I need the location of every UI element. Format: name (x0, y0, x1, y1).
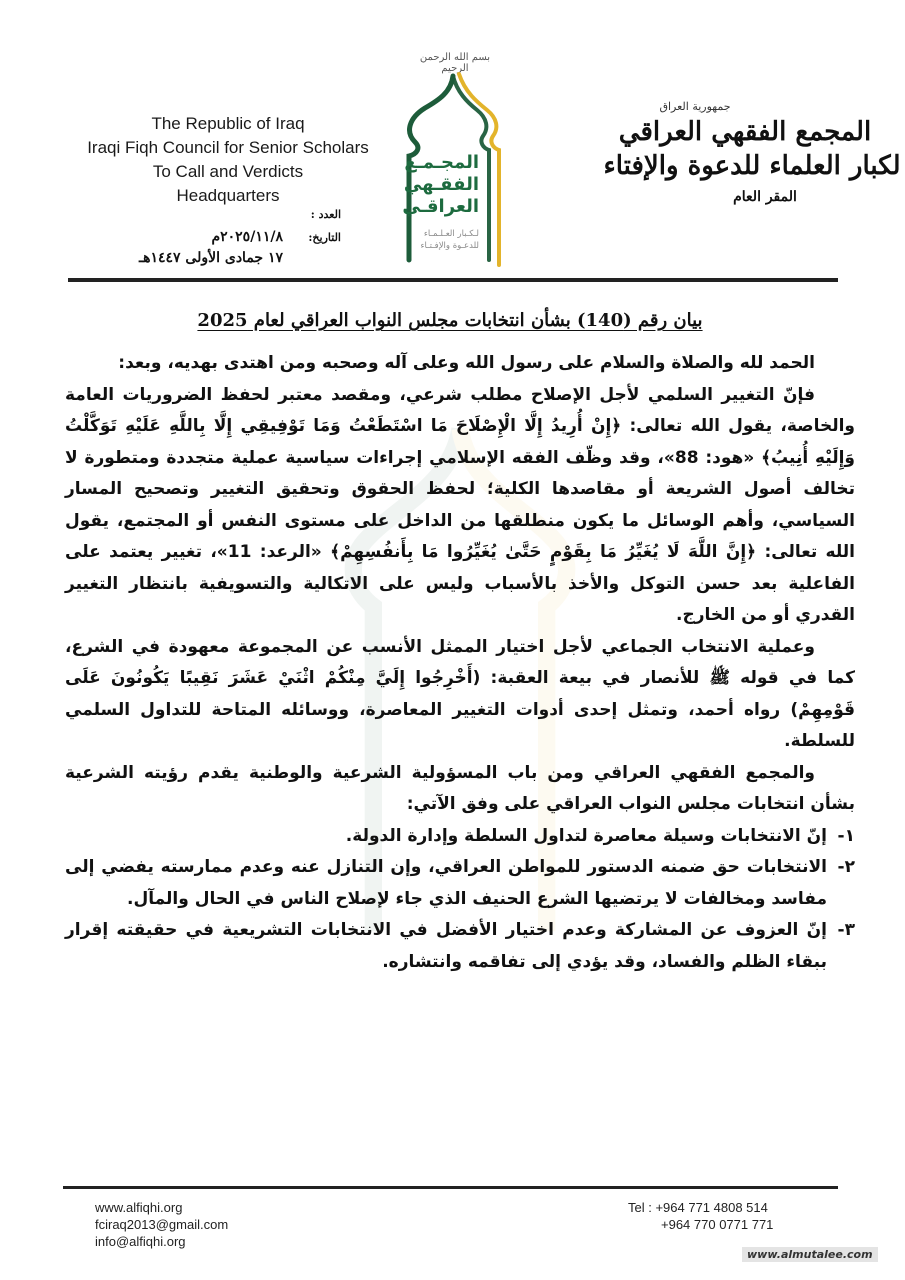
footer-contacts (95, 1199, 228, 1250)
point-text: الانتخابات حق ضمنه الدستور للمواطن العراقي، وإن التنازل عنه وعدم ممارسته يفضي إلى مفاسد ومخالفات لا يرتضيها الشرع الحنيف الذي جاء لإصلاح الناس في الحال والمآل. (65, 857, 827, 909)
phone-primary: Tel : +964 771 4808 514 (628, 1200, 768, 1215)
council-logo (395, 52, 515, 267)
hijri-date: ١٧ جمادى الأولى ١٤٤٧هـ (138, 250, 283, 266)
number-label: العدد : (310, 208, 341, 221)
opening-paragraph: الحمد لله والصلاة والسلام على رسول الله وعلى آله وصحبه ومن اهتدى بهديه، وبعد: (118, 353, 815, 373)
point-1 (65, 821, 855, 853)
logo-title-line3: العراقـي (402, 196, 479, 217)
hijri-row (96, 250, 341, 271)
arabic-headquarters: المقر العام (733, 189, 797, 205)
point-text: إنّ العزوف عن المشاركة وعدم اختيار الأفضل في الانتخابات التشريعية في حقيقته إقرار ببقاء الظلم والفساد، وقد يؤدي إلى تفاقمه وانتشاره. (65, 920, 827, 972)
point-3 (65, 915, 855, 978)
paragraph-peaceful-change: فإنّ التغيير السلمي لأجل الإصلاح مطلب شرعي، ومقصد معتبر لحفظ الضروريات العامة والخاصة، يقول الله تعالى: ﴿إِنْ أُرِيدُ إِلَّا الْإِصْلَاحَ مَا اسْتَطَعْتُ وَمَا تَوْفِيقِي إِلَّا بِاللَّهِ عَلَيْهِ تَوَكَّلْتُ وَإِلَيْهِ أُنِيبُ﴾ «هود: 88»، وقد وظّف الفقه الإسلامي إجراءات سياسية عملية متجددة ومتطورة لا تخالف أصول الشريعة أو مقاصدها الكلية؛ لحفظ الحقوق وتحقيق التغيير وتصحيح المسار السياسي، وأهم الوسائل ما يكون منطلقها من الداخل على مستوى النفس أو المجتمع، يقول الله تعالى: ﴿إِنَّ اللَّهَ لَا يُغَيِّرُ مَا بِقَوْمٍ حَتَّىٰ يُغَيِّرُوا مَا بِأَنفُسِهِمْ﴾ «الرعد: 11»، تغيير يعتمد على الفاعلية بعد حسن التوكل والأخذ بالأسباب وليس على الاتكالية والتسويفية بانتظار التغيير القدري أو من الخارج. (65, 384, 855, 625)
point-text: إنّ الانتخابات وسيلة معاصرة لتداول السلطة وإدارة الدولة. (345, 825, 827, 846)
logo-sub-line2: للدعـوة والإفـتـاء (420, 241, 479, 251)
english-letterhead (68, 112, 388, 208)
arabic-council-purpose: لكبار العلماء للدعوة والإفتاء (603, 151, 901, 181)
arabic-council-name: المجمع الفقهي العراقي (618, 117, 872, 147)
number-row (96, 208, 341, 229)
point-number: ٣- (837, 920, 855, 940)
paragraph-council-vision: والمجمع الفقهي العراقي ومن باب المسؤولية الشرعية والوطنية يقدم رؤيته الشرعية بشأن انتخابات مجلس النواب العراقي على وفق الآتي: (65, 762, 855, 814)
website-link[interactable]: www.alfiqhi.org (95, 1200, 183, 1215)
english-council-purpose: To Call and Verdicts (152, 162, 304, 181)
arabic-letterhead (590, 100, 900, 205)
phone-secondary: +964 770 0771 771 (661, 1217, 774, 1232)
point-number: ١- (837, 825, 855, 846)
logo-subtitle (407, 228, 479, 252)
english-republic: The Republic of Iraq (151, 114, 305, 133)
statement-title: بيان رقم (140) بشأن انتخابات مجلس النواب العراقي لعام 2025 (197, 310, 703, 331)
date-row (96, 229, 341, 250)
header-divider (68, 278, 838, 282)
logo-arabic-name (402, 152, 479, 218)
footer-phones (628, 1199, 773, 1233)
english-headquarters: Headquarters (176, 186, 280, 205)
point-2 (65, 852, 855, 915)
logo-title-line2: الفقـهي (403, 174, 479, 195)
statement-body (65, 348, 855, 978)
email-link-info[interactable]: info@alfiqhi.org (95, 1234, 186, 1249)
logo-title-line1: المجـمـع (404, 152, 479, 173)
paragraph-collective-election: وعملية الانتخاب الجماعي لأجل اختيار الممثل الأنسب عن المجموعة معهودة في الشرع، كما في قوله ﷺ للأنصار في بيعة العقبة: (أَخْرِجُوا إِلَيَّ مِنْكُمْ اثْنَيْ عَشَرَ نَقِيبًا يَكُونُونَ عَلَى قَوْمِهِمْ) رواه أحمد، وتمثل إحدى أدوات التغيير المعاصرة، ووسائله المتاحة للتداول السلمي للسلطة. (65, 636, 855, 751)
footer-divider (63, 1186, 838, 1189)
point-number: ٢- (837, 857, 855, 877)
source-stamp: www.almutalee.com (742, 1247, 878, 1262)
gregorian-date: ٢٠٢٥/١١/٨م (211, 229, 283, 245)
date-label: التاريخ: (308, 231, 341, 244)
english-council-name: Iraqi Fiqh Council for Senior Scholars (87, 138, 369, 157)
logo-sub-line1: لـكـبار العـلـمـاء (423, 229, 479, 239)
basmala: بسم الله الرحمن الرحيم (419, 52, 491, 74)
email-link-primary[interactable]: fciraq2013@gmail.com (95, 1217, 229, 1232)
document-meta (96, 208, 341, 271)
arabic-republic: جمهورية العراق (659, 100, 731, 113)
